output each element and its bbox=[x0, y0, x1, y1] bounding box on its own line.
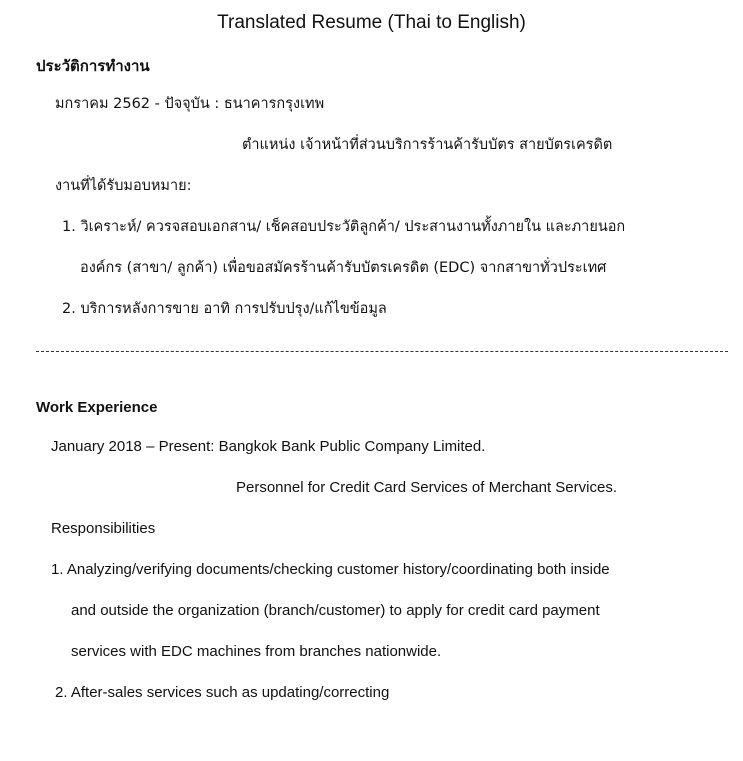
english-item-1-line-3: services with EDC machines from branches nationwide. bbox=[71, 643, 442, 660]
english-responsibilities-label: Responsibilities bbox=[51, 520, 156, 537]
document-title: Translated Resume (Thai to English) bbox=[217, 12, 526, 33]
english-position: Personnel for Credit Card Services of Merchant Services. bbox=[236, 479, 617, 496]
thai-item-2-line-1: 2. บริการหลังการขาย อาทิ การปรับปรุง/แก้ไขข้อมูล bbox=[62, 301, 387, 317]
thai-item-1-line-2: องค์กร (สาขา/ ลูกค้า) เพื่อขอสมัครร้านค้ารับบัตรเครดิต (EDC) จากสาขาทั่วประเทศ bbox=[80, 260, 607, 276]
section-divider bbox=[36, 351, 728, 352]
english-item-1-line-1: 1. Analyzing/verifying documents/checking customer history/coordinating both inside bbox=[51, 561, 610, 578]
thai-position: ตำแหน่ง เจ้าหน้าที่ส่วนบริการร้านค้ารับบัตร สายบัตรเครดิต bbox=[242, 137, 613, 153]
thai-responsibilities-label: งานที่ได้รับมอบหมาย: bbox=[55, 178, 192, 194]
thai-period-employer: มกราคม 2562 - ปัจจุบัน : ธนาคารกรุงเทพ bbox=[55, 96, 325, 112]
english-item-2-line-1: 2. After-sales services such as updating/correcting bbox=[55, 684, 390, 701]
thai-item-1-line-1: 1. วิเคราะห์/ ควรจสอบเอกสาน/ เช็คสอบประวัติลูกค้า/ ประสานงานทั้งภายใน และภายนอก bbox=[62, 219, 626, 235]
english-period-employer: January 2018 – Present: Bangkok Bank Public Company Limited. bbox=[51, 438, 486, 455]
thai-section-heading: ประวัติการทำงาน bbox=[36, 57, 150, 75]
english-item-1-line-2: and outside the organization (branch/customer) to apply for credit card payment bbox=[71, 602, 600, 619]
english-section-heading: Work Experience bbox=[36, 399, 158, 416]
